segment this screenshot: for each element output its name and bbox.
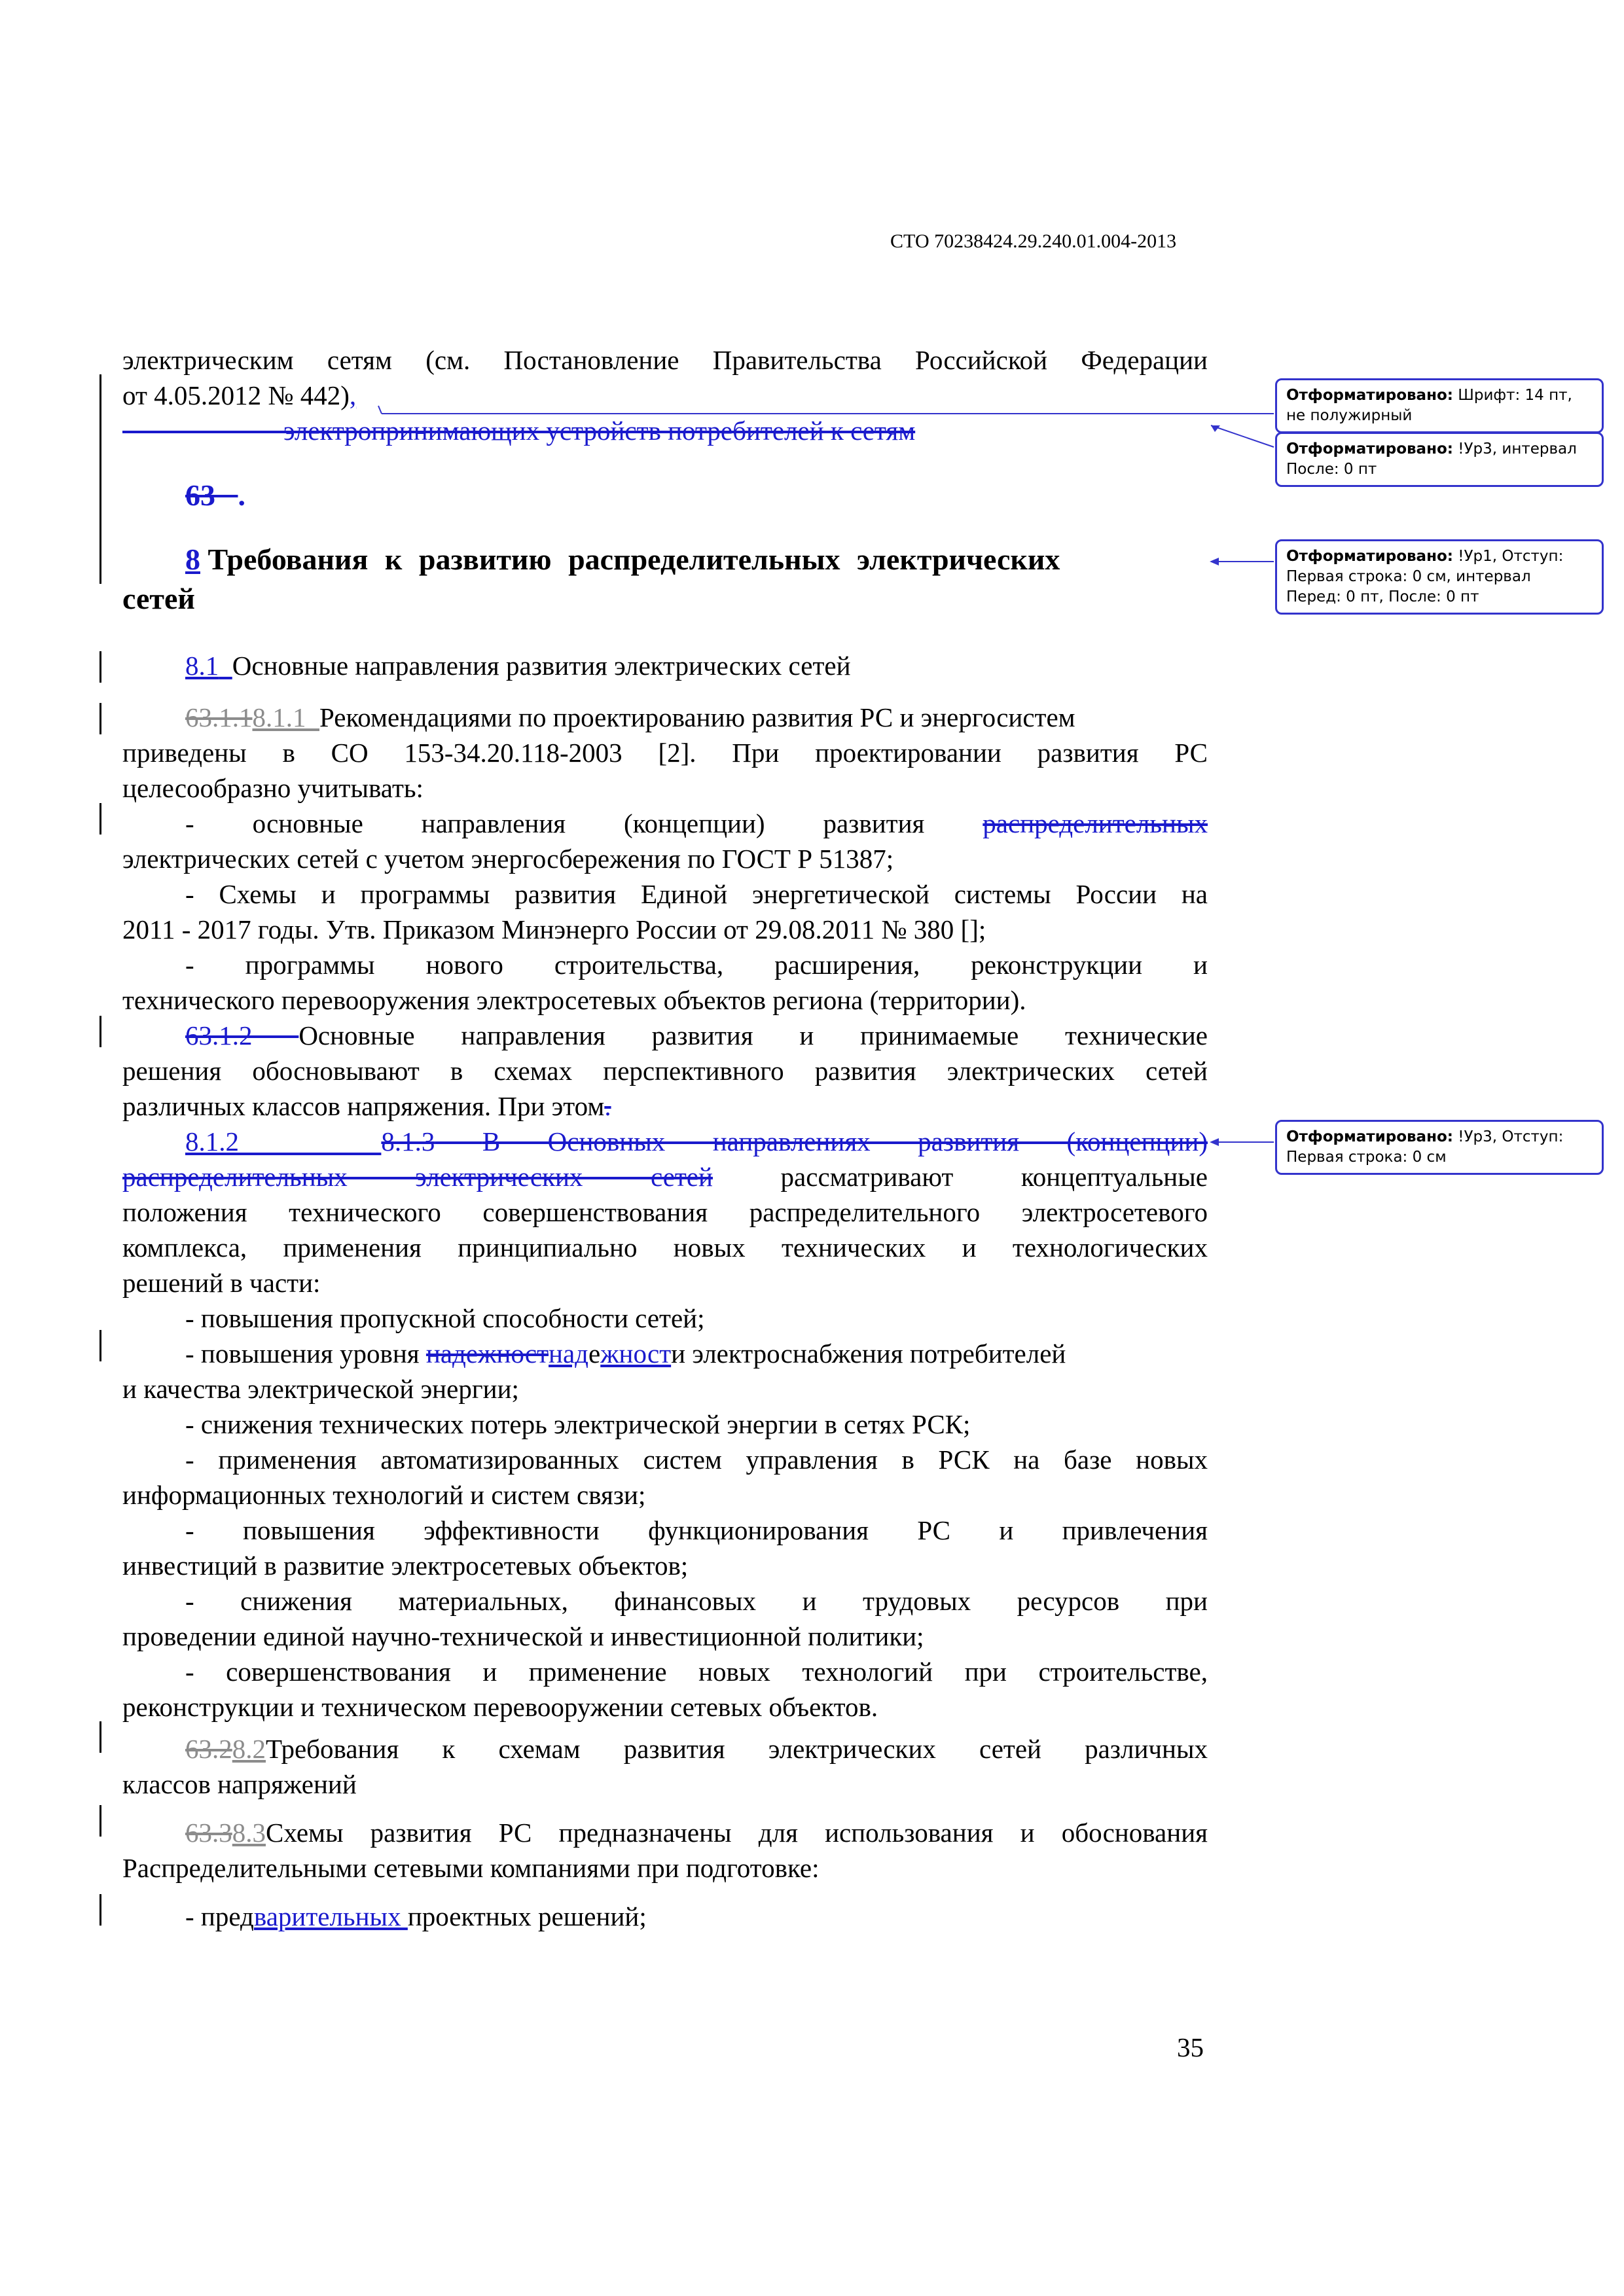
bullet-item: - программы нового строительства, расширения, реконструкции и: [185, 950, 1208, 980]
text-line: Распределительными сетевыми компаниями при подготовке:: [122, 1853, 820, 1883]
list-item: - применения автоматизированных систем управления в РСК на базе новых: [185, 1444, 1208, 1475]
text-line: положения технического совершенствования распределительного электросетевого: [122, 1197, 1208, 1227]
struck-line: электропринимающих устройств потребителей к сетям: [283, 416, 916, 446]
balloon-text: !Ур3, Отступ:: [1453, 1128, 1564, 1145]
text-line: комплекса, применения принципиально новых технических и технологических: [122, 1232, 1208, 1263]
balloon-text: Первая строка: 0 см, интервал: [1286, 568, 1531, 585]
bullet-item: - основные направления (концепции) развития распределительных: [185, 808, 1208, 838]
text-line: электрических сетей с учетом энергосбережения по ГОСТ Р 51387;: [122, 844, 894, 874]
format-comment-balloon[interactable]: [1275, 378, 1604, 433]
text-line: реконструкции и техническом перевооружении сетевых объектов.: [122, 1692, 878, 1722]
list-item: - повышения уровня надежностнадежности электроснабжения потребителей: [185, 1338, 1066, 1369]
connector-line: [1211, 425, 1274, 447]
subsection-8-3: 63.38.3Схемы развития РС предназначены для использования и обоснования: [185, 1818, 1208, 1848]
balloon-text: После: 0 пт: [1286, 461, 1377, 478]
text-line: приведены в СО 153-34.20.118-2003 [2]. При проектировании развития РС: [122, 738, 1208, 768]
connector-arrow: [1210, 1138, 1219, 1146]
text-line: и качества электрической энергии;: [122, 1374, 519, 1404]
balloon-label: Отформатировано:: [1286, 548, 1453, 565]
text-line: решений в части:: [122, 1268, 321, 1298]
text-line: электрическим сетям (см. Постановление Правительства Российской Федерации: [122, 345, 1208, 375]
struck-heading-number: 63 .: [185, 478, 245, 512]
text-line: технического перевооружения электросетевых объектов региона (территории).: [122, 985, 1026, 1015]
balloon-label: Отформатировано:: [1286, 1128, 1453, 1145]
list-item: - предварительных проектных решений;: [185, 1901, 647, 1931]
page-number: 35: [1177, 2032, 1204, 2062]
list-item: - повышения эффективности функционирования РС и привлечения: [185, 1515, 1208, 1545]
text-line: целесообразно учитывать:: [122, 773, 424, 803]
connector-caret: [378, 406, 382, 414]
bullet-item: - Схемы и программы развития Единой энергетической системы России на: [185, 879, 1208, 909]
section-heading-8: 8 Требования к развитию распределительных электрических: [185, 543, 1060, 576]
text-line: инвестиций в развитие электросетевых объектов;: [122, 1551, 689, 1581]
list-item: - совершенствования и применение новых технологий при строительстве,: [185, 1657, 1208, 1687]
clause-8-1-2-old: 63.1.2 Основные направления развития и принимаемые технические: [185, 1020, 1208, 1050]
balloon-text: !Ур1, Отступ:: [1453, 548, 1564, 565]
list-item: - повышения пропускной способности сетей;: [185, 1303, 705, 1333]
text-line: информационных технологий и систем связи;: [122, 1480, 646, 1510]
balloon-label: Отформатировано:: [1286, 387, 1453, 404]
text-line: классов напряжений: [122, 1769, 357, 1799]
text-line: от 4.05.2012 № 442),: [122, 380, 357, 410]
balloon-text: Первая строка: 0 см: [1286, 1149, 1447, 1166]
balloon-text: не полужирный: [1286, 407, 1413, 424]
list-item: - снижения материальных, финансовых и трудовых ресурсов при: [185, 1586, 1208, 1616]
document-code: СТО 70238424.29.240.01.004-2013: [890, 230, 1177, 252]
balloon-text: !Ур3, интервал: [1453, 440, 1577, 457]
text-line: различных классов напряжения. При этом.: [122, 1091, 611, 1121]
text-line: проведении единой научно-технической и инвестиционной политики;: [122, 1621, 924, 1651]
balloon-text: Шрифт: 14 пт,: [1453, 387, 1572, 404]
clause-8-1-1: 63.1.18.1.1 Рекомендациями по проектированию развития РС и энергосистем: [185, 702, 1075, 732]
subsection-8-2: 63.28.2Требования к схемам развития электрических сетей различных: [185, 1734, 1208, 1764]
list-item: - снижения технических потерь электрической энергии в сетях РСК;: [185, 1409, 971, 1439]
text-line: 2011 - 2017 годы. Утв. Приказом Минэнерго России от 29.08.2011 № 380 [];: [122, 914, 986, 944]
balloon-text: Перед: 0 пт, После: 0 пт: [1286, 588, 1479, 605]
text-line: распределительных электрических сетей рассматривают концептуальные: [122, 1162, 1208, 1192]
text-line: решения обосновывают в схемах перспективного развития электрических сетей: [122, 1056, 1208, 1086]
balloon-label: Отформатировано:: [1286, 440, 1453, 457]
clause-8-1-2: 8.1.2 8.1.3 В Основных направлениях развития (концепции): [185, 1126, 1208, 1157]
connector-arrow: [1210, 558, 1219, 565]
format-comment-balloon[interactable]: [1275, 1120, 1604, 1175]
format-comment-balloon[interactable]: [1275, 539, 1604, 615]
section-heading-8-cont: сетей: [122, 582, 195, 615]
subsection-8-1: 8.1 Основные направления развития электрических сетей: [185, 651, 851, 681]
format-comment-balloon[interactable]: [1275, 432, 1604, 487]
